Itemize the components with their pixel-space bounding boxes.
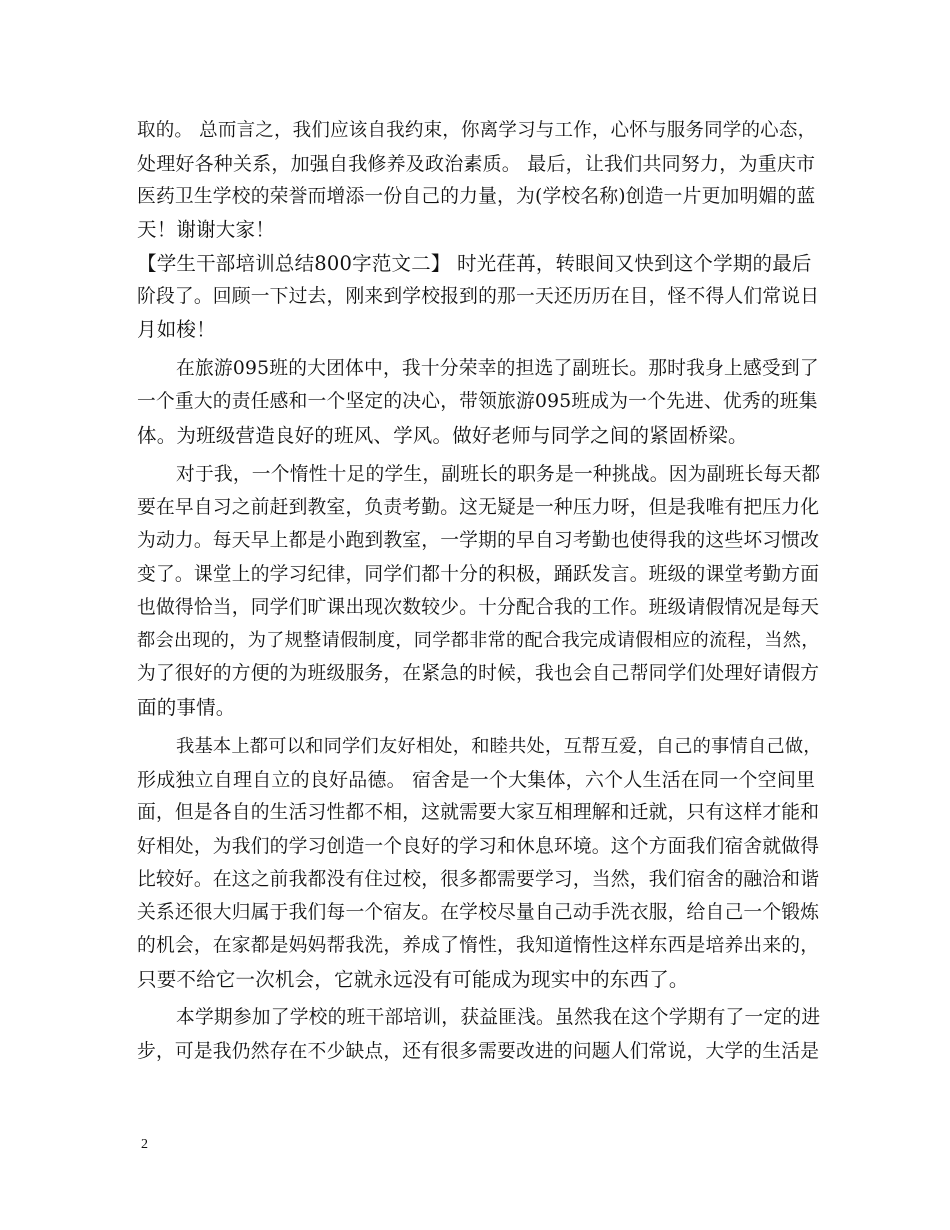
text-line: 取的。 总而言之，我们应该自我约束，你离学习与工作，心怀与服务同学的心态， xyxy=(137,120,817,141)
text-line: 也做得恰当，同学们旷课出现次数较少。十分配合我的工作。班级请假情况是每天 xyxy=(137,597,820,618)
text-line: 的机会，在家都是妈妈帮我洗，养成了惰性，我知道惰性这样东西是培养出来的， xyxy=(137,935,820,956)
paragraph-first-line: 我基本上都可以和同学们友好相处，和睦共处，互帮互爱，自己的事情自己做， xyxy=(176,736,822,757)
text-line: 关系还很大归属于我们每一个宿友。在学校尽量自己动手洗衣服，给自己一个锻炼 xyxy=(137,902,820,923)
text-line: 阶段了。回顾一下过去，刚来到学校报到的那一天还历历在目，怪不得人们常说日 xyxy=(137,286,820,307)
text-line: 为动力。每天早上都是小跑到教室，一学期的早自习考勤也使得我的这些坏习惯改 xyxy=(137,530,820,551)
text-line: 面，但是各自的生活习性都不相，这就需要大家互相理解和迁就，只有这样才能和 xyxy=(137,802,820,823)
text-line: 好相处，为我们的学习创造一个良好的学习和休息环境。这个方面我们宿舍就做得 xyxy=(137,836,820,857)
text-line: 都会出现的，为了规整请假制度，同学都非常的配合我完成请假相应的流程，当然， xyxy=(137,630,820,651)
text-line: 月如梭！ xyxy=(137,318,216,341)
text-line: 比较好。在这之前我都没有住过校，很多都需要学习，当然，我们宿舍的融洽和谐 xyxy=(137,869,820,890)
text-line: 步，可是我仍然存在不少缺点，还有很多需要改进的问题人们常说，大学的生活是 xyxy=(137,1041,820,1062)
text-line: 变了。课堂上的学习纪律，同学们都十分的积极，踊跃发言。班级的课堂考勤方面 xyxy=(137,564,820,585)
paragraph-first-line: 对于我，一个惰性十足的学生，副班长的职务是一种挑战。因为副班长每天都 xyxy=(176,464,821,485)
text-line: 天！谢谢大家！ xyxy=(137,218,275,241)
text-line: 一个重大的责任感和一个坚定的决心，带领旅游095班成为一个先进、优秀的班集 xyxy=(137,391,818,412)
text-line: 只要不给它一次机会，它就永远没有可能成为现实中的东西了。 xyxy=(137,968,689,991)
text-line: 医药卫生学校的荣誉而增添一份自己的力量，为(学校名称)创造一片更加明媚的蓝 xyxy=(137,186,816,207)
text-line: 为了很好的方便的为班级服务，在紧急的时候，我也会自己帮同学们处理好请假方 xyxy=(137,663,820,684)
text-line: 面的事情。 xyxy=(137,696,236,719)
paragraph-first-line: 在旅游095班的大团体中，我十分荣幸的担选了副班长。那时我身上感受到了 xyxy=(176,358,819,379)
section-heading-line: 【学生干部培训总结800字范文二】 时光荏苒，转眼间又快到这个学期的最后 xyxy=(137,252,812,275)
paragraph-first-line: 本学期参加了学校的班干部培训，获益匪浅。虽然我在这个学期有了一定的进 xyxy=(176,1007,821,1028)
text-line: 形成独立自理自立的良好品德。 宿舍是一个大集体，六个人生活在同一个空间里 xyxy=(137,769,816,791)
text-line: 处理好各种关系，加强自我修养及政治素质。 最后，让我们共同努力，为重庆市 xyxy=(137,153,816,175)
text-line: 要在早自习之前赶到教室，负责考勤。这无疑是一种压力呀，但是我唯有把压力化 xyxy=(137,497,820,518)
text-line: 体。为班级营造良好的班风、学风。做好老师与同学之间的紧固桥梁。 xyxy=(137,424,748,447)
page-number: 2 xyxy=(141,1137,148,1152)
